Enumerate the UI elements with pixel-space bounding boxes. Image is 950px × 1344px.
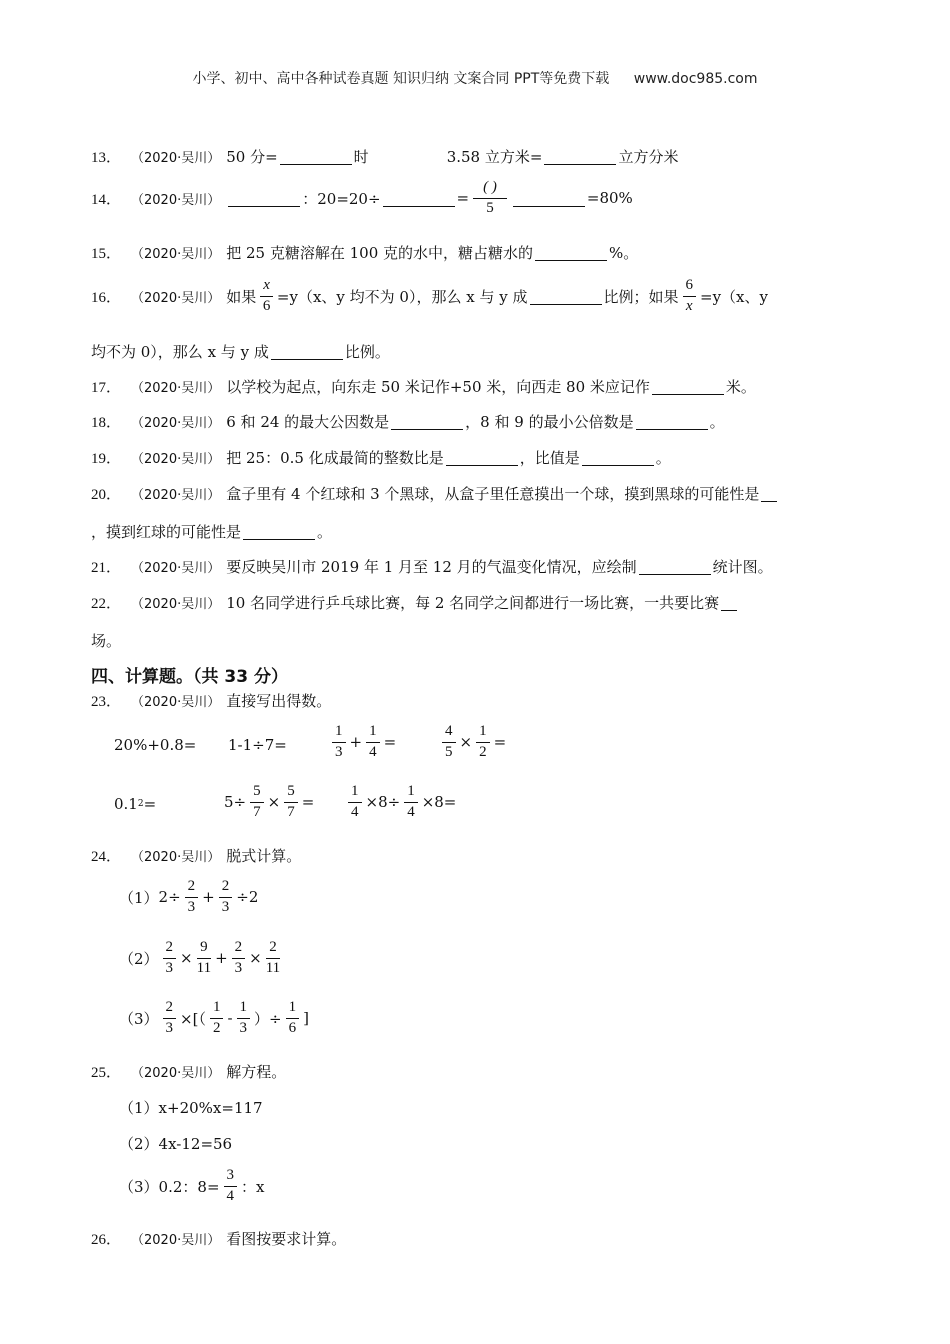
numerator: 1 — [210, 1000, 224, 1019]
question-text: 盒子里有 4 个红球和 3 个黑球，从盒子里任意摸出一个球，摸到黑球的可能性是 — [226, 485, 760, 503]
numerator: 9 — [197, 940, 211, 959]
question-number: 19． — [91, 451, 122, 467]
fraction — [683, 278, 697, 315]
question-text: 脱式计算。 — [226, 847, 302, 865]
denominator: 2 — [212, 1019, 221, 1036]
denominator: 3 — [165, 959, 174, 976]
question-number: 16． — [91, 289, 122, 306]
denominator: 4 — [407, 803, 415, 820]
question-source: （2020·吴川） — [131, 290, 221, 306]
question-text: 如果 — [226, 287, 257, 306]
question-20 — [91, 483, 779, 504]
operator: = — [301, 793, 315, 812]
numerator: 1 — [476, 724, 490, 743]
question-text: =y（x、y 均不为 0），那么 x 与 y 成 — [276, 287, 528, 306]
fraction — [197, 940, 211, 977]
denominator: 7 — [253, 803, 261, 820]
denominator: 6 — [288, 1019, 297, 1036]
equation: （3）0.2：8= — [119, 1177, 220, 1196]
question-text: ：20=20÷ — [302, 189, 381, 208]
denominator: 4 — [226, 1187, 235, 1204]
question-source: （2020·吴川） — [131, 381, 221, 396]
question-source: （2020·吴川） — [131, 597, 221, 612]
denominator: 11 — [265, 959, 281, 976]
denominator: 3 — [239, 1019, 248, 1036]
denominator: 3 — [221, 898, 230, 915]
question-text: 米。 — [725, 378, 756, 396]
question-15 — [91, 242, 638, 263]
answer-blank[interactable] — [652, 378, 724, 395]
numerator: ( ) — [473, 180, 507, 199]
denominator: 4 — [351, 803, 359, 820]
operator: × — [267, 793, 281, 812]
expression: 2÷ — [158, 888, 181, 907]
question-17 — [91, 376, 756, 397]
question-text: =80% — [586, 189, 633, 208]
calc-item — [344, 784, 456, 821]
answer-blank[interactable] — [582, 449, 654, 466]
denominator: 3 — [335, 743, 343, 760]
question-25 — [91, 1061, 286, 1082]
operator: = — [493, 733, 507, 752]
answer-blank[interactable] — [535, 244, 607, 261]
question-number: 18． — [91, 415, 122, 431]
calc-part-1 — [119, 879, 258, 916]
question-text: 6 和 24 的最大公因数是 — [226, 413, 390, 431]
calc-item — [328, 724, 396, 761]
question-number: 13． — [91, 150, 122, 166]
question-text: 统计图。 — [712, 558, 773, 576]
fraction — [232, 940, 246, 977]
question-number: 22． — [91, 596, 122, 612]
question-source: （2020·吴川） — [131, 1066, 221, 1081]
numerator: 5 — [250, 784, 264, 803]
fraction — [163, 1000, 177, 1037]
denominator: 3 — [187, 898, 196, 915]
denominator: 5 — [486, 199, 494, 216]
fraction — [266, 940, 280, 977]
expression: 0.1 — [114, 795, 138, 813]
exponent: 2 — [137, 799, 144, 809]
question-22 — [91, 592, 739, 613]
fraction — [366, 724, 380, 761]
operator: = — [143, 795, 157, 813]
header-site: www.doc985.com — [633, 71, 758, 87]
question-13 — [91, 146, 678, 167]
part-label: （2） — [119, 949, 159, 968]
numerator: 4 — [442, 724, 456, 743]
expression: ÷2 — [236, 888, 259, 907]
fraction — [348, 784, 362, 821]
question-text: 立方分米 — [618, 148, 679, 166]
denominator: 4 — [369, 743, 377, 760]
denominator: 6 — [262, 297, 271, 314]
question-source: （2020·吴川） — [131, 561, 221, 576]
equation-part-2 — [119, 1133, 232, 1154]
equation-part-1 — [119, 1097, 263, 1118]
fraction — [332, 724, 346, 761]
question-text: 以学校为起点，向东走 50 米记作+50 米，向西走 80 米应记作 — [226, 378, 650, 396]
numerator: 2 — [185, 879, 199, 898]
question-text: ，比值是 — [519, 449, 580, 467]
denominator: 11 — [196, 959, 212, 976]
question-number: 25． — [91, 1065, 122, 1081]
fraction — [260, 278, 273, 315]
question-26 — [91, 1228, 346, 1249]
denominator: 5 — [445, 743, 453, 760]
fraction — [219, 879, 233, 916]
operator: - — [227, 1009, 233, 1028]
question-text: 场。 — [91, 632, 122, 650]
fraction — [163, 940, 177, 977]
question-text: 10 名同学进行乒乓球比赛，每 2 名同学之间都进行一场比赛，一共要比赛 — [226, 594, 720, 612]
answer-blank[interactable] — [639, 558, 711, 575]
section-title: 四、计算题。（共 33 分） — [91, 667, 288, 687]
question-text: 把 25 克糖溶解在 100 克的水中，糖占糖水的 — [226, 244, 534, 262]
question-number: 24． — [91, 849, 122, 865]
question-text: ，摸到红球的可能性是 — [91, 523, 242, 541]
question-text: = — [456, 189, 470, 208]
question-16-cont — [91, 341, 390, 362]
question-text: 时 — [353, 148, 369, 166]
answer-blank[interactable] — [243, 523, 315, 540]
question-source: （2020·吴川） — [131, 850, 221, 865]
numerator: 2 — [219, 879, 233, 898]
question-source: （2020·吴川） — [131, 247, 221, 262]
answer-blank[interactable] — [513, 190, 585, 207]
question-text: 比例。 — [344, 343, 390, 361]
answer-blank[interactable] — [228, 190, 300, 207]
numerator: 1 — [332, 724, 346, 743]
question-text: 比例；如果 — [603, 287, 679, 306]
answer-blank[interactable] — [761, 485, 777, 502]
question-number: 21． — [91, 560, 122, 576]
header-text: 小学、初中、高中各种试卷真题 知识归纳 文案合同 PPT等免费下载 — [192, 71, 610, 87]
denominator: 7 — [287, 803, 295, 820]
numerator: 1 — [237, 1000, 251, 1019]
fraction — [210, 1000, 224, 1037]
part-label: （3） — [119, 1009, 159, 1028]
denominator: 3 — [165, 1019, 174, 1036]
operator: × — [249, 949, 262, 968]
question-number: 17． — [91, 380, 122, 396]
question-number: 26． — [91, 1232, 122, 1248]
question-number: 20． — [91, 487, 122, 503]
question-source: （2020·吴川） — [131, 151, 221, 166]
fraction — [476, 724, 490, 761]
expression: 20%+0.8= — [114, 736, 197, 754]
answer-blank[interactable] — [280, 148, 352, 165]
fraction — [250, 784, 264, 821]
fraction — [404, 784, 418, 821]
answer-blank[interactable] — [636, 413, 708, 430]
question-16 — [91, 278, 768, 315]
calc-item — [228, 736, 287, 754]
expression: 5÷ — [224, 793, 247, 812]
question-text: 看图按要求计算。 — [226, 1230, 347, 1248]
calc-item — [224, 784, 314, 821]
numerator: 1 — [348, 784, 362, 803]
question-text: 解方程。 — [226, 1063, 287, 1081]
question-text: 。 — [655, 449, 671, 467]
operator: × — [459, 733, 473, 752]
question-number: 14． — [91, 191, 122, 208]
calc-item — [438, 724, 506, 761]
calc-item — [114, 795, 156, 813]
question-source: （2020·吴川） — [131, 452, 221, 467]
calc-item — [114, 736, 196, 754]
answer-blank[interactable] — [271, 343, 343, 360]
numerator: 2 — [232, 940, 246, 959]
question-text: 。 — [317, 523, 333, 541]
answer-blank[interactable] — [446, 449, 518, 466]
numerator: 3 — [224, 1168, 238, 1187]
question-text: 把 25：0.5 化成最简的整数比是 — [226, 449, 444, 467]
answer-blank[interactable] — [383, 190, 455, 207]
expression: ×8÷ — [365, 793, 401, 812]
question-text: 均不为 0），那么 x 与 y 成 — [91, 343, 269, 361]
question-21 — [91, 556, 773, 577]
fraction — [442, 724, 456, 761]
numerator: 2 — [163, 940, 177, 959]
operator: + — [349, 733, 363, 752]
question-number: 23． — [91, 694, 122, 710]
page-header — [0, 68, 950, 88]
question-text: =y（x、y — [700, 287, 768, 306]
question-23 — [91, 690, 331, 711]
answer-blank[interactable] — [530, 288, 602, 305]
operator: + — [215, 949, 228, 968]
question-source: （2020·吴川） — [131, 695, 221, 710]
question-20-cont — [91, 521, 332, 542]
question-source: （2020·吴川） — [131, 416, 221, 431]
equation-part-3 — [119, 1168, 264, 1205]
calc-part-2 — [119, 940, 284, 977]
answer-blank[interactable] — [721, 594, 737, 611]
answer-blank[interactable] — [544, 148, 616, 165]
question-source: （2020·吴川） — [131, 488, 221, 503]
denominator: x — [685, 297, 693, 314]
operator: ] — [303, 1009, 309, 1028]
fraction — [473, 180, 507, 217]
numerator: x — [260, 278, 273, 297]
numerator: 5 — [284, 784, 298, 803]
question-text: 3.58 立方米= — [446, 148, 543, 166]
question-text: 50 分= — [226, 148, 278, 166]
operator: ）÷ — [254, 1009, 282, 1028]
question-text: ，8 和 9 的最小公倍数是 — [465, 413, 634, 431]
operator: = — [383, 733, 397, 752]
numerator: 2 — [266, 940, 280, 959]
operator: + — [202, 888, 215, 907]
numerator: 1 — [404, 784, 418, 803]
question-source: （2020·吴川） — [131, 1233, 221, 1248]
question-text: 。 — [709, 413, 725, 431]
question-24 — [91, 845, 301, 866]
calc-part-3 — [119, 1000, 309, 1037]
numerator: 2 — [163, 1000, 177, 1019]
question-number: 15． — [91, 246, 122, 262]
fraction — [284, 784, 298, 821]
equation: （2）4x-12=56 — [119, 1135, 233, 1153]
question-18 — [91, 411, 725, 432]
question-14 — [91, 180, 633, 217]
fraction — [286, 1000, 300, 1037]
numerator: 6 — [683, 278, 697, 297]
question-text: %。 — [609, 244, 639, 262]
numerator: 1 — [366, 724, 380, 743]
numerator: 1 — [286, 1000, 300, 1019]
answer-blank[interactable] — [391, 413, 463, 430]
fraction — [185, 879, 199, 916]
denominator: 2 — [479, 743, 487, 760]
question-19 — [91, 447, 671, 468]
fraction — [237, 1000, 251, 1037]
question-22-cont — [91, 630, 121, 651]
part-label: （1） — [119, 888, 159, 907]
fraction — [224, 1168, 238, 1205]
operator: ×[（ — [180, 1009, 206, 1028]
operator: × — [180, 949, 193, 968]
expression: ×8= — [421, 793, 457, 812]
equation: ：x — [241, 1177, 265, 1196]
denominator: 3 — [234, 959, 243, 976]
expression: 1-1÷7= — [228, 736, 287, 754]
question-text: 要反映吴川市 2019 年 1 月至 12 月的气温变化情况，应绘制 — [226, 558, 637, 576]
question-source: （2020·吴川） — [131, 192, 221, 208]
question-text: 直接写出得数。 — [226, 692, 332, 710]
equation: （1）x+20%x=117 — [119, 1099, 263, 1117]
